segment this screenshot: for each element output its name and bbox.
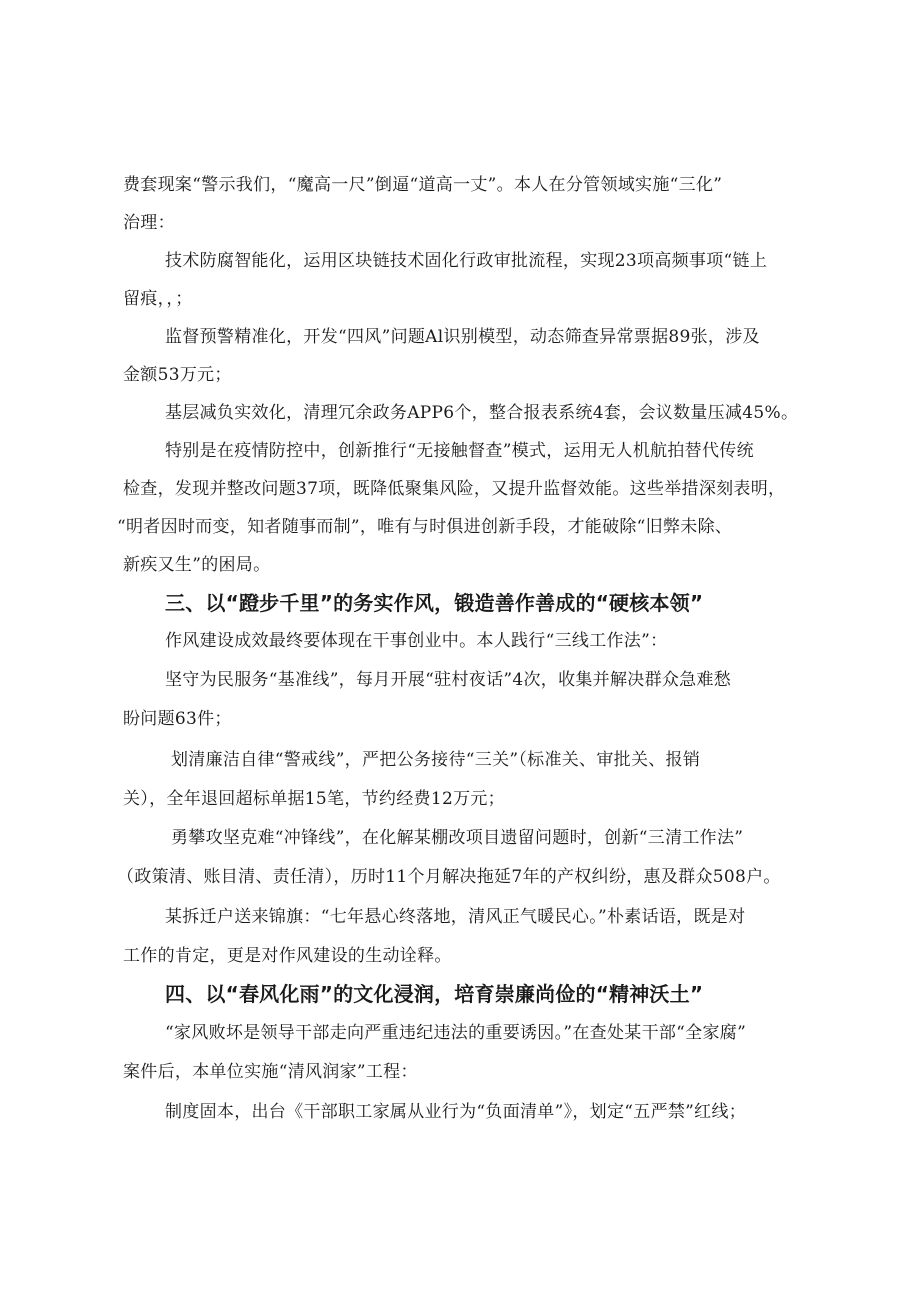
paragraph-line: 基层减负实效化，清理冗余政务APP6个，整合报表系统4套，会议数量压减45%。 (165, 403, 799, 423)
paragraph-line: （政策清、账目清、责任清），历时11个月解决拖延7年的产权纠纷，惠及群众508户。 (117, 867, 781, 887)
paragraph-line: 划清廉洁自律“警戒线”，严把公务接待“三关”（标准关、审批关、报销 (171, 750, 701, 770)
section-heading-3: 三、以“蹬步千里”的务实作风，锻造善作善成的“硬核本领” (165, 591, 704, 615)
paragraph-line: 金额53万元； (123, 365, 232, 385)
paragraph-line: 某拆迁户送来锦旗：“七年悬心终落地，清风正气暖民心。”朴素话语，既是对 (165, 907, 746, 927)
paragraph-line: “明者因时而变，知者随事而制”，唯有与时俱进创新手段，才能破除“旧弊未除、 (117, 517, 733, 537)
paragraph-line: 特别是在疫情防控中，创新推行“无接触督查”模式，运用无人机航拍替代传统 (165, 441, 754, 461)
paragraph-line: 技术防腐智能化，运用区块链技术固化行政审批流程，实现23项高频事项“链上 (165, 251, 768, 271)
paragraph-line: 关），全年退回超标单据15笔，节约经费12万元； (123, 789, 505, 809)
paragraph-line: 作风建设成效最终要体现在干事创业中。本人践行“三线工作法”： (165, 631, 668, 651)
paragraph-line: 盼问题63件； (123, 709, 232, 729)
paragraph-line: 工作的肯定，更是对作风建设的生动诠释。 (123, 946, 452, 966)
paragraph-line: 检查，发现并整改问题37项，既降低聚集风险，又提升监督效能。这些举措深刻表明， (123, 479, 786, 499)
paragraph-line: 治理： (123, 213, 175, 233)
paragraph-line: 新疾又生”的困局。 (123, 555, 271, 575)
paragraph-line: 案件后，本单位实施“清风润家”工程： (123, 1062, 418, 1082)
paragraph-line: “家风败坏是领导干部走向严重违纪违法的重要诱因。”在查处某干部“全家腐” (165, 1023, 747, 1043)
paragraph-line: 费套现案“警示我们，“魔高一尺”倒逼“道高一丈”。本人在分管领域实施“三化” (123, 175, 723, 195)
paragraph-line: 制度固本，出台《干部职工家属从业行为“负面清单”》，划定“五严禁”红线； (165, 1102, 747, 1122)
paragraph-line: 坚守为民服务“基准线”，每月开展“驻村夜话”4次，收集并解决群众急难愁 (165, 670, 732, 690)
paragraph-line: 留痕，，； (123, 289, 193, 309)
paragraph-line: 监督预警精准化，开发“四风”问题Al识别模型，动态筛查异常票据89张，涉及 (165, 327, 760, 347)
section-heading-4: 四、以“春风化雨”的文化浸润，培育崇廉尚俭的“精神沃土” (165, 982, 704, 1006)
paragraph-line: 勇攀攻坚克难“冲锋线”，在化解某棚改项目遗留问题时，创新“三清工作法” (171, 828, 744, 848)
